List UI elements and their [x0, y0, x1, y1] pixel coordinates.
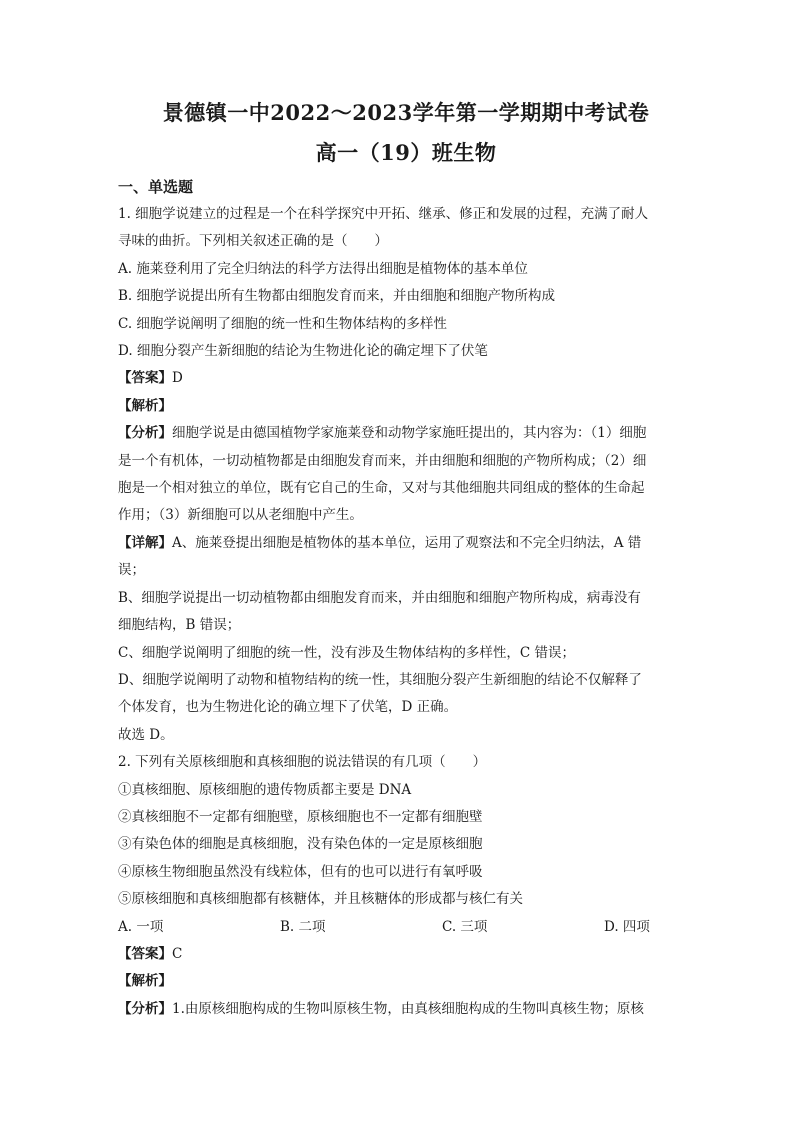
answer-value: C [172, 945, 183, 962]
q2-options [118, 914, 694, 941]
q1-xiangjie-line-2: 误； [118, 562, 145, 579]
fenxi-tag: 【分析】 [118, 1000, 172, 1017]
q1-xiangjie-line-7: 个体发育，也为生物进化论的确立埋下了伏笔，D 正确。 [118, 699, 458, 716]
q2-option-d: D. 四项 [604, 918, 650, 935]
q2-fenxi-line-1 [118, 996, 694, 1023]
q2-answer [118, 941, 694, 968]
xiangjie-tag: 【详解】 [118, 534, 172, 551]
q2-item-5: ⑤原核细胞和真核细胞都有核糖体，并且核糖体的形成都与核仁有关 [118, 891, 523, 908]
q1-stem-line-1: 1. 细胞学说建立的过程是一个在科学探究中开拓、继承、修正和发展的过程，充满了耐人 [118, 206, 649, 222]
analysis-tag: 【解析】 [118, 973, 172, 990]
q1-option-d: D. 细胞分裂产生新细胞的结论为生物进化论的确定埋下了伏笔 [118, 343, 488, 360]
q1-conclusion: 故选 D。 [118, 726, 174, 743]
q2-option-b: B. 二项 [280, 918, 326, 935]
xiangjie-text: A、施莱登提出细胞是植物体的基本单位，运用了观察法和不完全归纳法，A 错 [172, 534, 642, 551]
q2-stem: 2. 下列有关原核细胞和真核细胞的说法错误的有几项（ ） [118, 754, 487, 771]
q1-fenxi-line-4: 作用；（3）新细胞可以从老细胞中产生。 [118, 507, 363, 524]
q1-option-a: A. 施莱登利用了完全归纳法的科学方法得出细胞是植物体的基本单位 [118, 260, 528, 277]
q2-analysis-heading [118, 968, 694, 995]
q1-xiangjie-line-6: D、细胞学说阐明了动物和植物结构的统一性，其细胞分裂产生新细胞的结论不仅解释了 [118, 671, 642, 688]
q1-fenxi-line-1 [118, 420, 694, 447]
q1-stem-line-2: 寻味的曲折。下列相关叙述正确的是（ ） [118, 233, 388, 250]
q1-fenxi-line-2: 是一个有机体，一切动植物都是由细胞发育而来，并由细胞和细胞的产物所构成；（2）细 [118, 452, 647, 469]
q1-xiangjie-line-4: 细胞结构，B 错误； [118, 617, 241, 634]
q1-xiangjie-line-5: C、细胞学说阐明了细胞的统一性，没有涉及生物体结构的多样性，C 错误； [118, 644, 575, 661]
q1-xiangjie-line-1 [118, 530, 694, 557]
answer-tag: 【答案】 [118, 370, 172, 387]
q2-item-3: ③有染色体的细胞是真核细胞，没有染色体的一定是原核细胞 [118, 836, 483, 853]
question-1 [118, 201, 694, 749]
q1-answer [118, 365, 694, 392]
fenxi-text: 细胞学说是由德国植物学家施莱登和动物学家施旺提出的，其内容为：（1）细胞 [172, 425, 647, 442]
q1-analysis-heading [118, 393, 694, 420]
answer-tag: 【答案】 [118, 945, 172, 962]
exam-title: 景德镇一中2022～2023学年第一学期期中考试卷 [162, 100, 650, 125]
answer-value: D [172, 370, 183, 387]
fenxi-text: 1.由原核细胞构成的生物叫原核生物，由真核细胞构成的生物叫真核生物；原核 [172, 1000, 644, 1017]
analysis-tag: 【解析】 [118, 397, 172, 414]
section-title: 一、单选题 [118, 178, 194, 196]
question-2 [118, 749, 694, 1023]
q2-item-4: ④原核生物细胞虽然没有线粒体，但有的也可以进行有氧呼吸 [118, 863, 483, 880]
q2-option-a: A. 一项 [118, 918, 164, 935]
q1-option-c: C. 细胞学说阐明了细胞的统一性和生物体结构的多样性 [118, 315, 447, 332]
q1-fenxi-line-3: 胞是一个相对独立的单位，既有它自己的生命，又对与其他细胞共同组成的整体的生命起 [118, 480, 645, 497]
exam-subtitle: 高一（19）班生物 [315, 140, 497, 165]
q2-item-1: ①真核细胞、原核细胞的遗传物质都主要是 DNA [118, 781, 412, 798]
q1-option-b: B. 细胞学说提出所有生物都由细胞发育而来，并由细胞和细胞产物所构成 [118, 288, 556, 305]
q2-item-2: ②真核细胞不一定都有细胞壁，原核细胞也不一定都有细胞壁 [118, 808, 483, 825]
q1-xiangjie-line-3: B、细胞学说提出一切动植物都由细胞发育而来，并由细胞和细胞产物所构成，病毒没有 [118, 589, 641, 606]
fenxi-tag: 【分析】 [118, 425, 172, 442]
q2-option-c: C. 三项 [442, 918, 488, 935]
